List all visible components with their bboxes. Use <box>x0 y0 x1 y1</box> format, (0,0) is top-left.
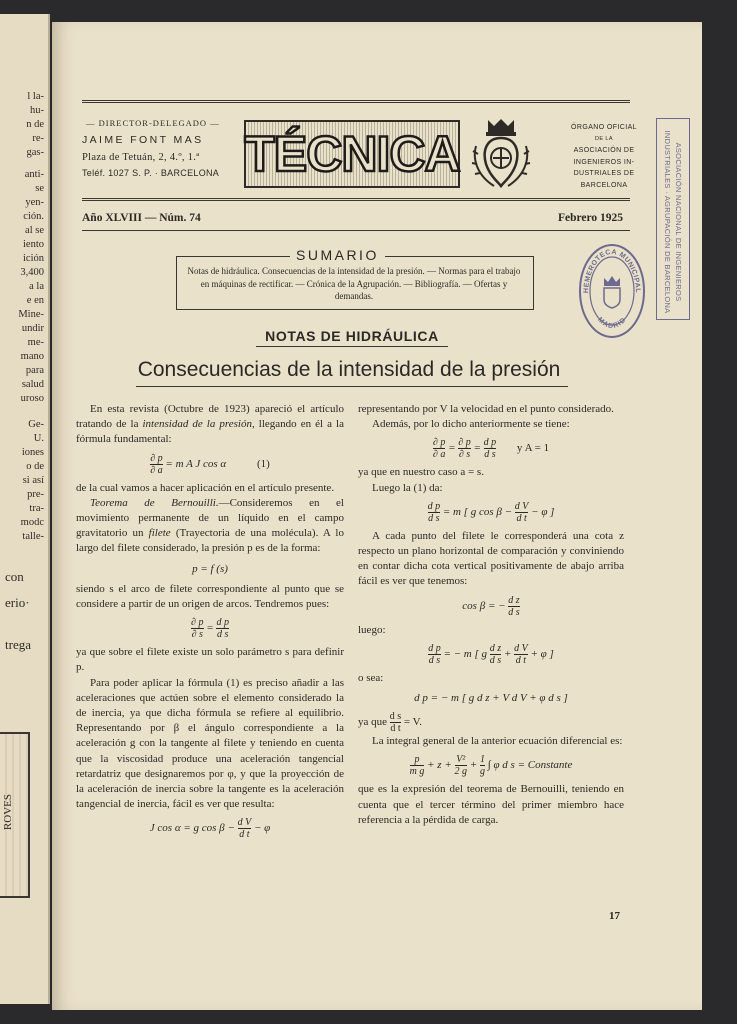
paragraph: Además, por lo dicho anteriormente se tiene: <box>372 418 570 431</box>
left-page-fragment: erio· <box>5 595 30 610</box>
fraction: $\frac{\text{d V}}{\text{d t}}$ <box>514 500 529 524</box>
org-line: DE LA <box>595 135 613 142</box>
equation-10 <box>358 754 624 777</box>
left-page-fragment: con <box>5 569 24 584</box>
left-page-fragment: yen- <box>25 197 44 208</box>
left-page-fragment: a la <box>29 281 44 292</box>
library-stamp <box>578 242 646 340</box>
left-page-fragment: ción. <box>23 211 44 222</box>
emphasis: intensidad de la presión <box>142 418 252 431</box>
left-page-ornament <box>0 732 30 898</box>
equation-term: J cos α = g cos β − <box>149 822 235 835</box>
issue-date: Febrero 1925 <box>558 212 624 224</box>
left-page-fragment: anti- <box>24 169 44 180</box>
org-line: ASOCIACIÓN DE <box>573 147 635 154</box>
fraction: $\frac{\text{d s}}{\text{d t}}$ <box>389 711 402 735</box>
text-run: —Consideremos en el movimiento permanente de un líquido en el campo gravitatorio un <box>76 496 344 540</box>
equation-term: ∫ φ d s = Constante <box>487 759 573 772</box>
equation-term: = m A J cos α <box>165 457 227 470</box>
official-organ-note <box>557 122 651 191</box>
left-page-fragment: si así <box>22 475 44 486</box>
paragraph: representando por V la velocidad en el punto considerado. <box>358 403 614 415</box>
fraction: $\frac{\text{d z}}{\text{d s}}$ <box>489 642 502 666</box>
masthead-bottom-rule <box>82 198 630 201</box>
magazine-page <box>52 22 702 1010</box>
paragraph: de la cual vamos a hacer aplicación en el artículo presente. <box>76 481 335 494</box>
magazine-logo <box>244 120 460 188</box>
paragraph: La integral general de la anterior ecuación diferencial es: <box>372 735 623 748</box>
left-page-fragment: tra- <box>29 503 44 514</box>
paragraph <box>76 496 344 557</box>
fraction: $\frac{p}{\text{m g}}$ <box>409 754 425 778</box>
left-page-fragment: talle- <box>22 531 44 542</box>
paragraph: que es la expresión del teorema de Bernouilli, teniendo en cuenta que el tercer término del primer miembro hace referencia a la pérdida de carga. <box>358 783 624 826</box>
paragraph: ya que sobre el filete existe un solo parámetro s para definir p. <box>76 646 344 674</box>
paragraph: A cada punto del filete le corresponderá una cota z respecto un plano horizontal de comparación y conviniendo en contar dicha cota vertical positivamente de abajo arriba fácil es ver que tenemos: <box>358 529 624 588</box>
paragraph: ya que en nuestro caso a = s. <box>358 466 484 479</box>
crest-emblem-icon <box>470 116 532 190</box>
equation-6 <box>358 501 624 524</box>
left-page-fragment: Ge- <box>28 419 44 430</box>
fraction: $\frac{\partial p}{\partial a}$ <box>432 437 446 461</box>
top-rule <box>82 100 630 103</box>
address: Plaza de Tetuán, 2, 4.º, 1.ª <box>82 152 200 163</box>
equation-8 <box>358 643 624 666</box>
paragraph: o sea: <box>358 671 384 684</box>
summary-heading: SUMARIO <box>290 247 385 263</box>
issue-number: Año XLVIII — Núm. 74 <box>82 212 201 224</box>
previous-page-edge <box>0 14 50 1004</box>
fraction: $\frac{\text{d V}}{\text{d t}}$ <box>514 642 528 666</box>
left-page-fragment: uroso <box>20 393 44 404</box>
emphasis: Teorema de Bernouilli. <box>90 496 219 509</box>
fraction: $\frac{\text{d V}}{\text{d t}}$ <box>237 817 252 841</box>
text-run: ya que <box>358 716 388 729</box>
equation-term: y A = 1 <box>516 442 550 455</box>
article-right-column <box>358 402 624 828</box>
fraction: $\frac{\text{d p}}{\text{d s}}$ <box>427 500 441 524</box>
paragraph: luego: <box>358 623 386 636</box>
paragraph: Para poder aplicar la fórmula (1) es preciso añadir a las aceleraciones que actúen sobre el elemento considerado la de inercia, ya que dicha fórmula se refiere al equilibrio. Representando por β el ángulo correspondiente a la aceleración g con la tangente al filete y teniendo en cuenta que la viscosidad produce una aceleración tangencial retardatriz que designaremos por φ, y que la proyección de la aceleración de inercia sobre la tangente es la aceleración tangencial de inercia, fácil es ver que resulta: <box>76 676 344 811</box>
fraction: $\frac{\text{d p}}{\text{d s}}$ <box>483 437 497 461</box>
equation-term: = m [ g cos β − <box>442 505 513 518</box>
issue-rule <box>82 230 630 231</box>
summary-text: Notas de hidráulica. Consecuencias de la intensidad de la presión. — Normas para el trabajo en máquinas de rectificar. — Crónica de la Agrupación. — Bibliografía. — Ofertas y demandas. <box>187 266 521 301</box>
left-page-fragment: salud <box>21 379 44 390</box>
title-underline <box>136 386 568 387</box>
equation-number: (1) <box>256 457 270 470</box>
left-page-fragment: e en <box>26 295 44 306</box>
association-stamp-text: ASOCIACIÓN NACIONAL DE INGENIEROS INDUSTRIALES · AGRUPACIÓN DE BARCELONA <box>663 130 683 314</box>
director-label: — DIRECTOR-DELEGADO — <box>86 118 220 128</box>
magazine-title: TÉCNICA <box>244 126 460 182</box>
equation-term: + z + <box>427 759 452 772</box>
left-page-fragment: 3,400 <box>20 267 44 278</box>
left-page-fragment: iento <box>23 239 44 250</box>
left-page-fragment: se <box>35 183 44 194</box>
emphasis: filete <box>148 527 171 540</box>
section-underline <box>256 346 448 347</box>
left-page-fragment: mano <box>20 351 44 362</box>
left-page-fragment: trega <box>5 637 31 652</box>
article-left-column <box>76 402 344 845</box>
left-page-fragment: n de <box>26 119 44 130</box>
fraction: $\frac{\text{V²}}{2 g}$ <box>454 754 467 778</box>
equation-3: $\frac{\partial p}{\partial s}$ = $\frac{\text{d p}}{\text{d s}}$ <box>191 617 229 641</box>
left-page-fragment: ición <box>23 253 44 264</box>
equation-term: − φ ] <box>531 505 555 518</box>
text-run: = V. <box>403 716 422 729</box>
equation-9: d p = − m [ g d z + V d V + φ d s ] <box>414 692 568 705</box>
article-title: Consecuencias de la intensidad de la presión <box>137 358 561 381</box>
fraction: $\frac{\partial p}{\partial s}$ <box>458 437 471 461</box>
left-page-fragment: re- <box>32 133 44 144</box>
org-line: ÓRGANO OFICIAL <box>571 124 637 131</box>
library-stamp-top: HEMEROTECA MUNICIPAL <box>582 248 642 294</box>
left-page-fragment: pre- <box>27 489 44 500</box>
equation-term: = − m [ g <box>443 647 488 660</box>
library-stamp-bottom: MADRID <box>596 316 628 331</box>
text-run: En esta revista (Octubre de 1923) apareció el artículo tratando de la <box>76 403 344 431</box>
equation-term: cos β = − <box>462 599 506 612</box>
ornament-text: ROVES <box>2 794 14 831</box>
equation-term: + φ ] <box>530 647 554 660</box>
section-title: NOTAS DE HIDRÁULICA <box>265 328 439 344</box>
equation-5: $\frac{\partial p}{\partial a}$ = $\frac{\partial p}{\partial s}$ = $\frac{\text{d p}}{\text{d s}}$ y A = 1 <box>432 437 550 461</box>
left-page-fragment: me- <box>27 337 44 348</box>
equation-term: + <box>503 647 512 660</box>
paragraph: Luego la (1) da: <box>372 481 443 494</box>
phone-city: Teléf. 1027 S. P. · BARCELONA <box>82 168 220 178</box>
equation-7 <box>358 595 624 618</box>
text-run: , llegando en él a la fórmula fundamental: <box>76 418 344 446</box>
left-page-fragment: para <box>25 365 44 376</box>
fraction: $\frac{1}{g}$ <box>479 754 485 778</box>
fraction: $\frac{\partial p}{\partial a}$ <box>150 452 163 476</box>
org-line: INGENIEROS IN- <box>573 158 635 166</box>
org-line: DUSTRIALES DE <box>573 170 635 177</box>
left-page-fragment: modc <box>20 517 44 528</box>
left-page-fragment: gas- <box>26 147 44 158</box>
fraction: $\frac{\text{d z}}{\text{d s}}$ <box>508 594 520 618</box>
left-page-fragment: undir <box>21 323 44 334</box>
paragraph: siendo s el arco de filete correspondiente al punto que se considere a partir de un origen de arcos. Tendremos pues: <box>76 582 344 611</box>
equation-4 <box>76 817 344 840</box>
association-stamp <box>656 118 690 320</box>
paragraph <box>76 402 344 448</box>
equation-2: p = f (s) <box>192 562 228 575</box>
text-run: (Trayectoria de una molécula). A lo largo del filete considerado, la presión p es de la forma: <box>76 527 344 555</box>
fraction: $\frac{\text{d p}}{\text{d s}}$ <box>428 642 441 666</box>
left-page-fragment: o de <box>26 461 44 472</box>
equation-1 <box>76 453 344 476</box>
paragraph <box>358 711 624 734</box>
equation-term: + <box>469 759 478 772</box>
left-page-fragment: Mine- <box>18 309 44 320</box>
page-number: 17 <box>609 910 620 922</box>
left-page-fragment: U. <box>33 433 44 444</box>
fraction: $\frac{\text{d p}}{\text{d s}}$ <box>216 617 229 641</box>
equation-term: − φ <box>253 822 271 835</box>
fraction: $\frac{\partial p}{\partial s}$ <box>191 617 204 641</box>
left-page-fragment: hu- <box>30 105 44 116</box>
org-line: BARCELONA <box>580 181 628 189</box>
left-page-fragment: al se <box>25 225 44 236</box>
left-page-fragment: l la- <box>27 91 44 102</box>
director-name: JAIME FONT MAS <box>82 134 204 146</box>
left-page-fragment: iones <box>21 447 44 458</box>
